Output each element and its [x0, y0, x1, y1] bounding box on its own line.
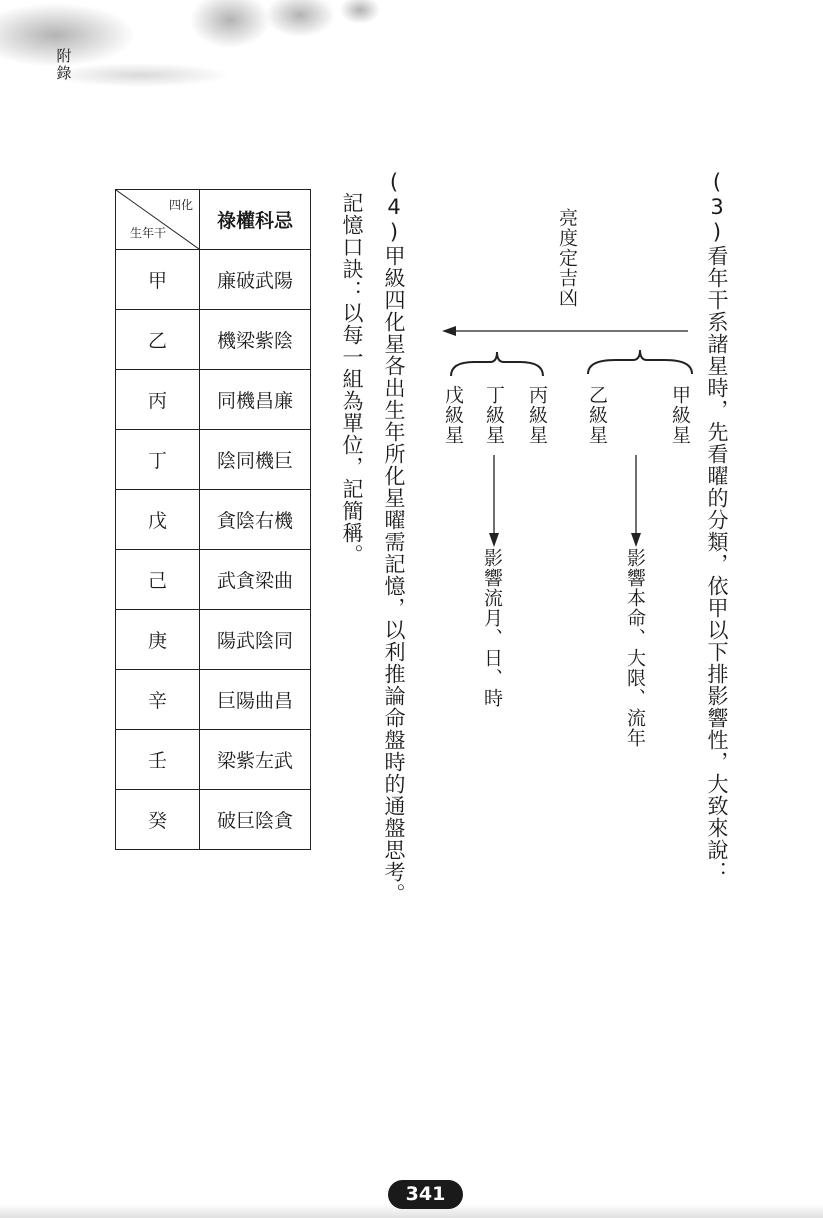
stars-cell: 巨陽曲昌 [200, 670, 311, 730]
stars-cell: 破巨陰貪 [200, 790, 311, 850]
stem-cell: 癸 [116, 790, 200, 850]
corner-top-label: 四化 [168, 198, 193, 212]
stars-cell: 梁紫左武 [200, 730, 311, 790]
stars-cell: 機梁紫陰 [200, 310, 311, 370]
table-row [116, 550, 311, 610]
stem-cell: 丁 [116, 430, 200, 490]
stem-cell: 甲 [116, 250, 200, 310]
stem-cell: 庚 [116, 610, 200, 670]
class-c-star: 丙級星 [526, 385, 548, 445]
class-a-star: 甲級星 [669, 385, 691, 445]
class-d-star: 丁級星 [483, 385, 505, 445]
effect-b: 影響流月、日、時 [481, 548, 503, 708]
item4-heading: (4)甲級四化星各出生年所化星曜需記憶，以利推論命盤時的通盤思考。 [382, 170, 406, 905]
table-header-row [116, 190, 311, 250]
stars-cell: 廉破武陽 [200, 250, 311, 310]
stars-cell: 貪陰右機 [200, 490, 311, 550]
stars-cell: 武貪梁曲 [200, 550, 311, 610]
table-row [116, 490, 311, 550]
table-row [116, 250, 311, 310]
brace-group-b [448, 350, 548, 380]
corner-cell [116, 190, 200, 250]
four-transformations-table [115, 189, 311, 850]
table-row [116, 310, 311, 370]
table-row [116, 790, 311, 850]
down-arrow-b [484, 455, 504, 547]
class-e-star: 戊級星 [442, 385, 464, 445]
table-row [116, 610, 311, 670]
header-cell: 祿權科忌 [200, 190, 311, 250]
stem-cell: 壬 [116, 730, 200, 790]
stem-cell: 辛 [116, 670, 200, 730]
left-arrow [440, 322, 690, 340]
stem-cell: 丙 [116, 370, 200, 430]
class-b-star: 乙級星 [586, 385, 608, 445]
stars-cell: 陽武陰同 [200, 610, 311, 670]
item4-mnemonic: 記憶口訣：以每一組為單位，記簡稱。 [340, 192, 364, 566]
stem-cell: 己 [116, 550, 200, 610]
table-row [116, 730, 311, 790]
table-row [116, 430, 311, 490]
item3-heading: (3)看年干系諸星時，先看曜的分類，依甲以下排影響性，大致來說： [705, 170, 729, 883]
stars-cell: 陰同機巨 [200, 430, 311, 490]
table-row [116, 370, 311, 430]
brace-group-a [585, 348, 695, 378]
down-arrow-a [626, 455, 646, 547]
stars-cell: 同機昌廉 [200, 370, 311, 430]
page-number: 341 [388, 1180, 463, 1209]
stem-cell: 戊 [116, 490, 200, 550]
table-row [116, 670, 311, 730]
effect-a: 影響本命、大限、流年 [624, 548, 646, 748]
section-label: 附錄 [56, 47, 72, 82]
brightness-label: 亮度定吉凶 [556, 208, 578, 308]
stem-cell: 乙 [116, 310, 200, 370]
corner-bottom-label: 生年干 [130, 226, 167, 240]
